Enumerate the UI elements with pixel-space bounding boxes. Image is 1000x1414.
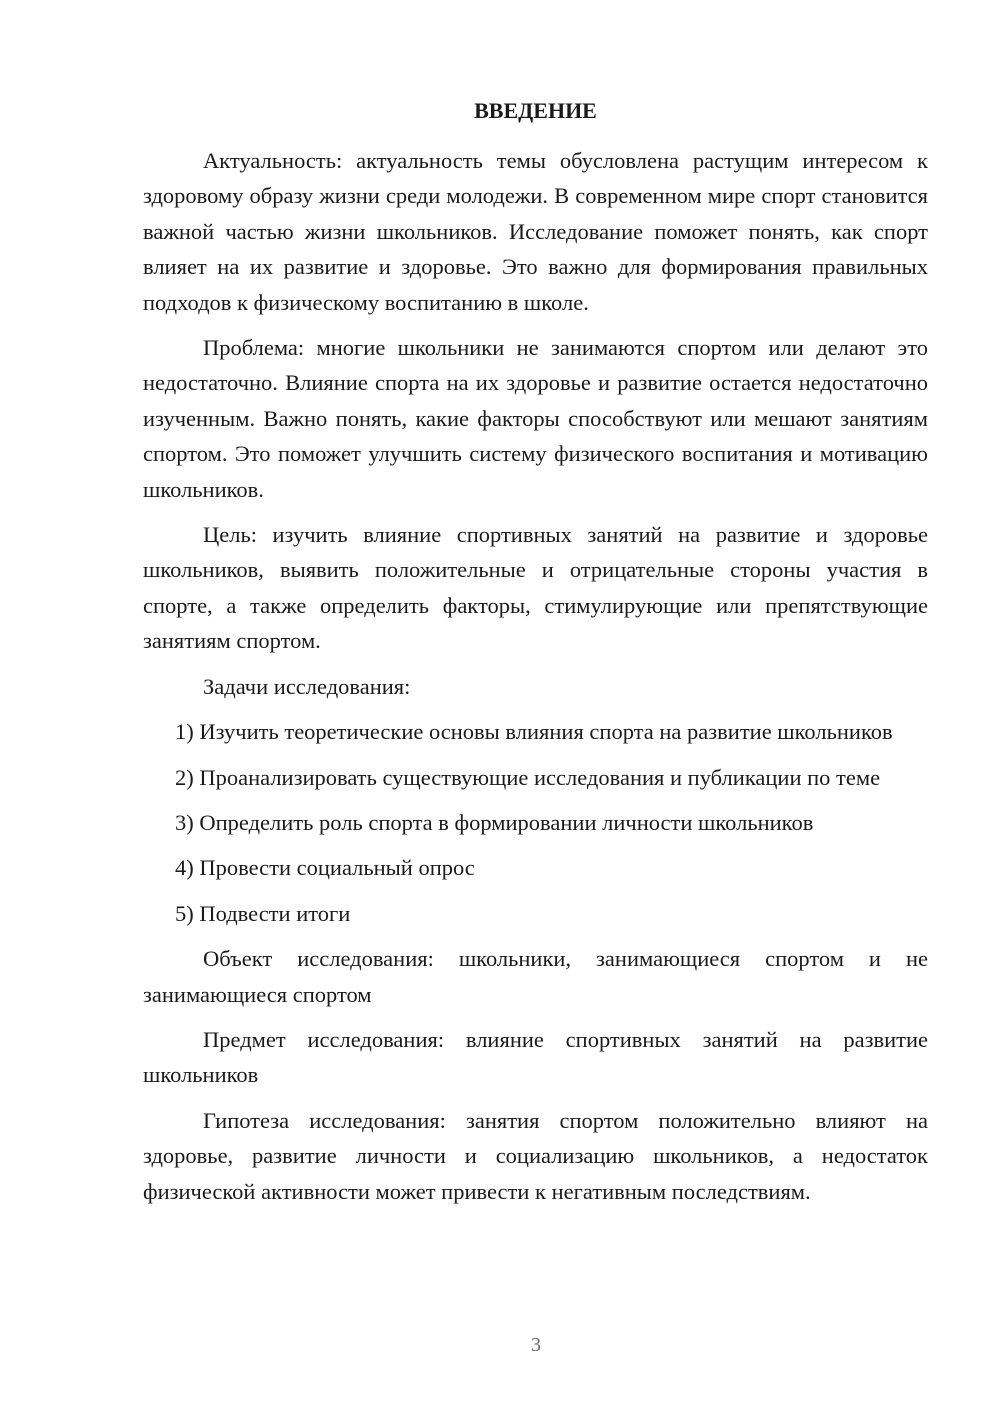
paragraph-goal: Цель: изучить влияние спортивных занятий на развитие и здоровье школьников, выявить положительные и отрицательные стороны участия в спорте, а также определить факторы, стимулирующие или препятствующие занятиям спортом. <box>143 522 928 654</box>
tasks-heading: Задачи исследования: <box>203 673 411 699</box>
document-page <box>143 96 928 1219</box>
paragraph-subject: Предмет исследования: влияние спортивных занятий на развитие школьников <box>143 1026 928 1088</box>
task-item-2: 2) Проанализировать существующие исследования и публикации по теме <box>175 764 881 790</box>
paragraph-object: Объект исследования: школьники, занимающиеся спортом и не занимающиеся спортом <box>143 946 928 1007</box>
paragraph-relevance: Актуальность: актуальность темы обусловлена растущим интересом к здоровому образу жизни среди молодежи. В современном мире спорт становится важной частью жизни школьников. Исследование поможет понять, как спорт влияет на их развитие и здоровье. Это важно для формирования правильных подходов к физическому воспитанию в школе. <box>143 148 928 315</box>
task-item-5: 5) Подвести итоги <box>175 900 351 926</box>
section-title: ВВЕДЕНИЕ <box>474 98 597 123</box>
paragraph-problem: Проблема: многие школьники не занимаются спортом или делают это недостаточно. Влияние спорта на их здоровье и развитие остается недостаточно изученным. Важно понять, какие факторы способствуют или мешают занятиям спортом. Это поможет улучшить систему физического воспитания и мотивацию школьников. <box>143 335 928 502</box>
task-item-3: 3) Определить роль спорта в формировании личности школьников <box>175 809 814 835</box>
page-number: 3 <box>531 1334 541 1356</box>
paragraph-hypothesis: Гипотеза исследования: занятия спортом положительно влияют на здоровье, развитие личности и социализацию школьников, а недостаток физической активности может привести к негативным последствиям. <box>143 1107 928 1204</box>
task-item-4: 4) Провести социальный опрос <box>175 855 475 881</box>
task-item-1: 1) Изучить теоретические основы влияния спорта на развитие школьников <box>175 719 893 745</box>
